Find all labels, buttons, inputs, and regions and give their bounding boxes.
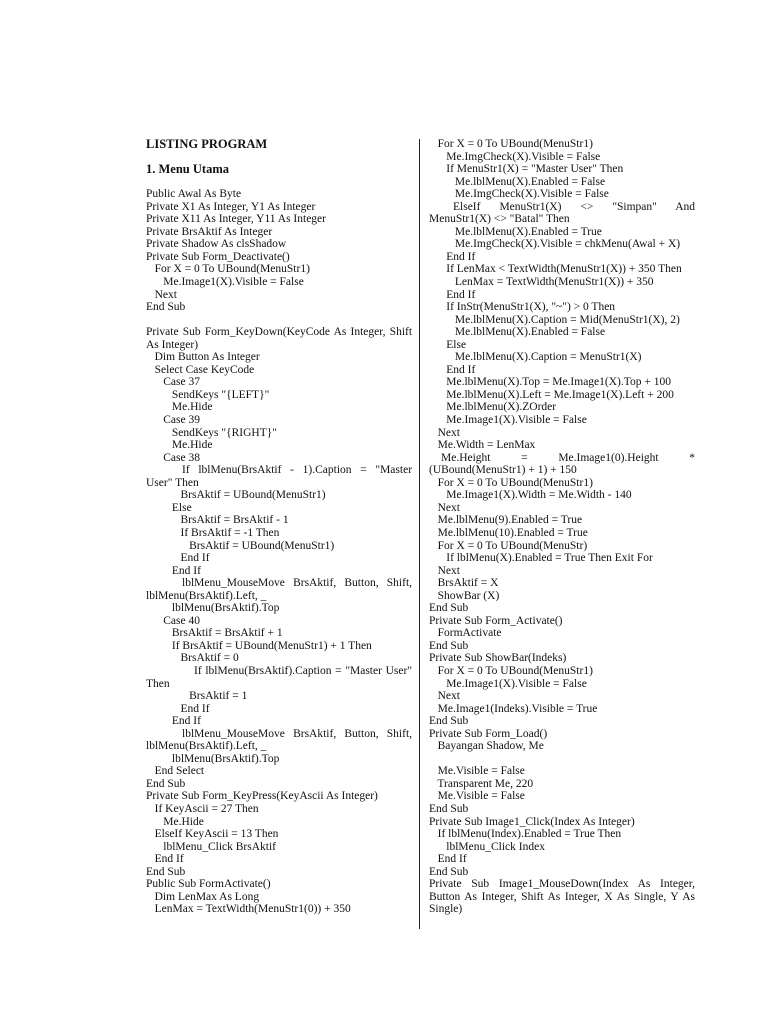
code-line: Me.lblMenu(X).Top = Me.Image1(X).Top + 100 [429,376,671,389]
column-divider [419,139,420,929]
code-line: BrsAktif = BrsAktif - 1 [146,514,289,527]
code-line: Private BrsAktif As Integer [146,225,273,238]
code-line: End If [429,853,467,866]
code-line: lblMenu(BrsAktif).Top [146,752,280,765]
code-line: Private Sub Form_Load() [429,727,548,740]
blank-line [146,314,412,327]
code-line: If lblMenu(BrsAktif).Caption = "Master User" [194,664,413,677]
code-line: Public Sub FormActivate() [146,878,271,891]
code-line: End Sub [429,602,469,615]
code-line: End Sub [429,715,469,728]
code-line: Me.lblMenu(X).ZOrder [429,401,557,414]
code-line: Me.lblMenu(X).Enabled = False [429,326,606,339]
code-line: If lblMenu(X).Enabled = True Then Exit For [429,552,653,565]
code-line: Me.lblMenu(X).Caption = Mid(MenuStr1(X), 2) [429,313,680,326]
code-line: Private Sub Form_KeyDown(KeyCode As Integer, Shift [146,326,413,339]
code-line: Dim Button As Integer [146,351,260,364]
code-line: Me.Image1(X).Visible = False [429,414,587,427]
blank-line [146,176,412,189]
code-line: Private Shadow As clsShadow [146,238,287,251]
code-line: End Sub [429,639,469,652]
code-line: Me.Height = Me.Image1(0).Height * [441,451,696,464]
code-line: Me.Width = LenMax [429,439,536,452]
code-line: Transparent Me, 220 [429,777,534,790]
code-line: Me.lblMenu(9).Enabled = True [429,514,583,527]
code-line: Me.lblMenu(10).Enabled = True [429,526,588,539]
code-line: lblMenu_Click Index [429,840,545,853]
code-line: Public Awal As Byte [146,188,242,201]
code-line: lblMenu(BrsAktif).Left, _ [146,740,267,753]
code-line: Private Sub Form_Deactivate() [146,250,290,263]
code-line: Private X1 As Integer, Y1 As Integer [146,200,316,213]
code-line: Case 39 [146,414,200,427]
code-line: FormActivate [429,627,502,640]
code-line: SendKeys "{RIGHT}" [146,426,277,439]
code-line: Bayangan Shadow, Me [429,740,544,753]
code-line: Me.lblMenu(X).Caption = MenuStr1(X) [429,351,642,364]
code-line: Else [146,501,192,514]
code-line: For X = 0 To UBound(MenuStr1) [146,263,310,276]
code-line: Next [429,426,460,439]
code-line: If BrsAktif = UBound(MenuStr1) + 1 Then [146,639,372,652]
code-line: BrsAktif = UBound(MenuStr1) [146,539,335,552]
code-line: BrsAktif = BrsAktif + 1 [146,627,283,640]
code-line: Dim LenMax As Long [146,890,260,903]
code-line: End If [146,715,201,728]
code-line: Me.Hide [146,439,213,452]
heading: 1. Menu Utama [146,162,229,177]
code-line: For X = 0 To UBound(MenuStr1) [429,664,593,677]
blank-line [429,753,695,766]
code-line: Me.Image1(X).Width = Me.Width - 140 [429,489,632,502]
code-line: SendKeys "{LEFT}" [146,388,270,401]
code-line: BrsAktif = 1 [146,690,248,703]
code-line: LenMax = TextWidth(MenuStr1(X)) + 350 [429,276,654,289]
code-line: End If [146,564,201,577]
code-line: Next [146,288,177,301]
code-line: Then [146,677,170,690]
code-line: If lblMenu(Index).Enabled = True Then [429,828,622,841]
code-line: End If [146,552,210,565]
code-line: For X = 0 To UBound(MenuStr1) [429,138,593,150]
code-line: End Sub [429,802,469,815]
code-line: End Sub [146,865,186,878]
code-line: MenuStr1(X) <> "Batal" Then [429,213,570,226]
code-line: Next [429,564,460,577]
code-line: Select Case KeyCode [146,363,255,376]
code-line: Me.Image1(X).Visible = False [429,677,587,690]
code-line: For X = 0 To UBound(MenuStr) [429,539,588,552]
code-line: Me.Hide [146,401,213,414]
code-line: lblMenu_MouseMove BrsAktif, Button, Shift, [182,727,413,740]
code-line: (UBound(MenuStr1) + 1) + 150 [429,464,577,477]
code-line: lblMenu(BrsAktif).Left, _ [146,589,267,602]
code-line: End If [429,363,476,376]
code-line: End Select [146,765,205,778]
code-line: Me.Visible = False [429,790,525,803]
code-line: Else [429,338,467,351]
code-line: Case 37 [146,376,200,389]
code-line: If LenMax < TextWidth(MenuStr1(X)) + 350 Then [429,263,682,276]
code-line: Private X11 As Integer, Y11 As Integer [146,213,326,226]
code-line: Me.lblMenu(X).Left = Me.Image1(X).Left + 200 [429,388,674,401]
code-line: Next [429,501,460,514]
code-line: Me.lblMenu(X).Enabled = False [429,175,606,188]
code-line: Case 38 [146,451,200,464]
code-line: End If [146,702,210,715]
code-line: End Sub [146,777,186,790]
code-line: lblMenu_MouseMove BrsAktif, Button, Shift, [182,577,413,590]
code-line: Me.ImgCheck(X).Visible = False [429,150,601,163]
code-line: End Sub [429,865,469,878]
code-line: If KeyAscii = 27 Then [146,802,259,815]
code-line: ElseIf MenuStr1(X) <> "Simpan" And [453,200,696,213]
code-line: Private Sub Image1_MouseDown(Index As Integer, [429,878,696,891]
code-line: Private Sub ShowBar(Indeks) [429,652,567,665]
code-line: For X = 0 To UBound(MenuStr1) [429,476,593,489]
code-line: End If [146,853,184,866]
code-line: End If [429,250,476,263]
code-line: Me.Image1(Indeks).Visible = True [429,702,598,715]
code-line: ShowBar (X) [429,589,500,602]
code-line: Private Sub Form_KeyPress(KeyAscii As Integer) [146,790,378,803]
code-line: ElseIf KeyAscii = 13 Then [146,828,279,841]
code-line: LenMax = TextWidth(MenuStr1(0)) + 350 [146,903,351,916]
code-line: lblMenu_Click BrsAktif [146,840,277,853]
code-line: Single) [429,903,463,916]
code-line: Me.Image1(X).Visible = False [146,276,304,289]
left-column [146,138,412,916]
code-line: End If [429,288,476,301]
code-line: Private Sub Form_Activate() [429,614,563,627]
code-line: As Integer) [146,338,199,351]
code-line: If BrsAktif = -1 Then [146,526,280,539]
code-line: lblMenu(BrsAktif).Top [146,602,280,615]
code-line: Me.lblMenu(X).Enabled = True [429,225,602,238]
code-line: If lblMenu(BrsAktif - 1).Caption = "Master [182,464,413,477]
code-line: BrsAktif = UBound(MenuStr1) [146,489,326,502]
code-line: Private Sub Image1_Click(Index As Integer) [429,815,635,828]
code-line: Case 40 [146,614,200,627]
code-line: Next [429,690,460,703]
code-line: BrsAktif = X [429,577,499,590]
code-line: End Sub [146,301,186,314]
code-line: Me.ImgCheck(X).Visible = chkMenu(Awal + X) [429,238,681,251]
code-line: BrsAktif = 0 [146,652,239,665]
code-line: User" Then [146,476,199,489]
code-line: Me.ImgCheck(X).Visible = False [429,188,609,201]
code-line: If MenuStr1(X) = "Master User" Then [429,163,624,176]
code-line: Me.Visible = False [429,765,525,778]
code-line: Button As Integer, Shift As Integer, X As Single, Y As [429,890,696,903]
right-column [429,138,695,916]
code-line: If InStr(MenuStr1(X), "~") > 0 Then [429,301,616,314]
code-line: Me.Hide [146,815,204,828]
heading: LISTING PROGRAM [146,137,268,151]
